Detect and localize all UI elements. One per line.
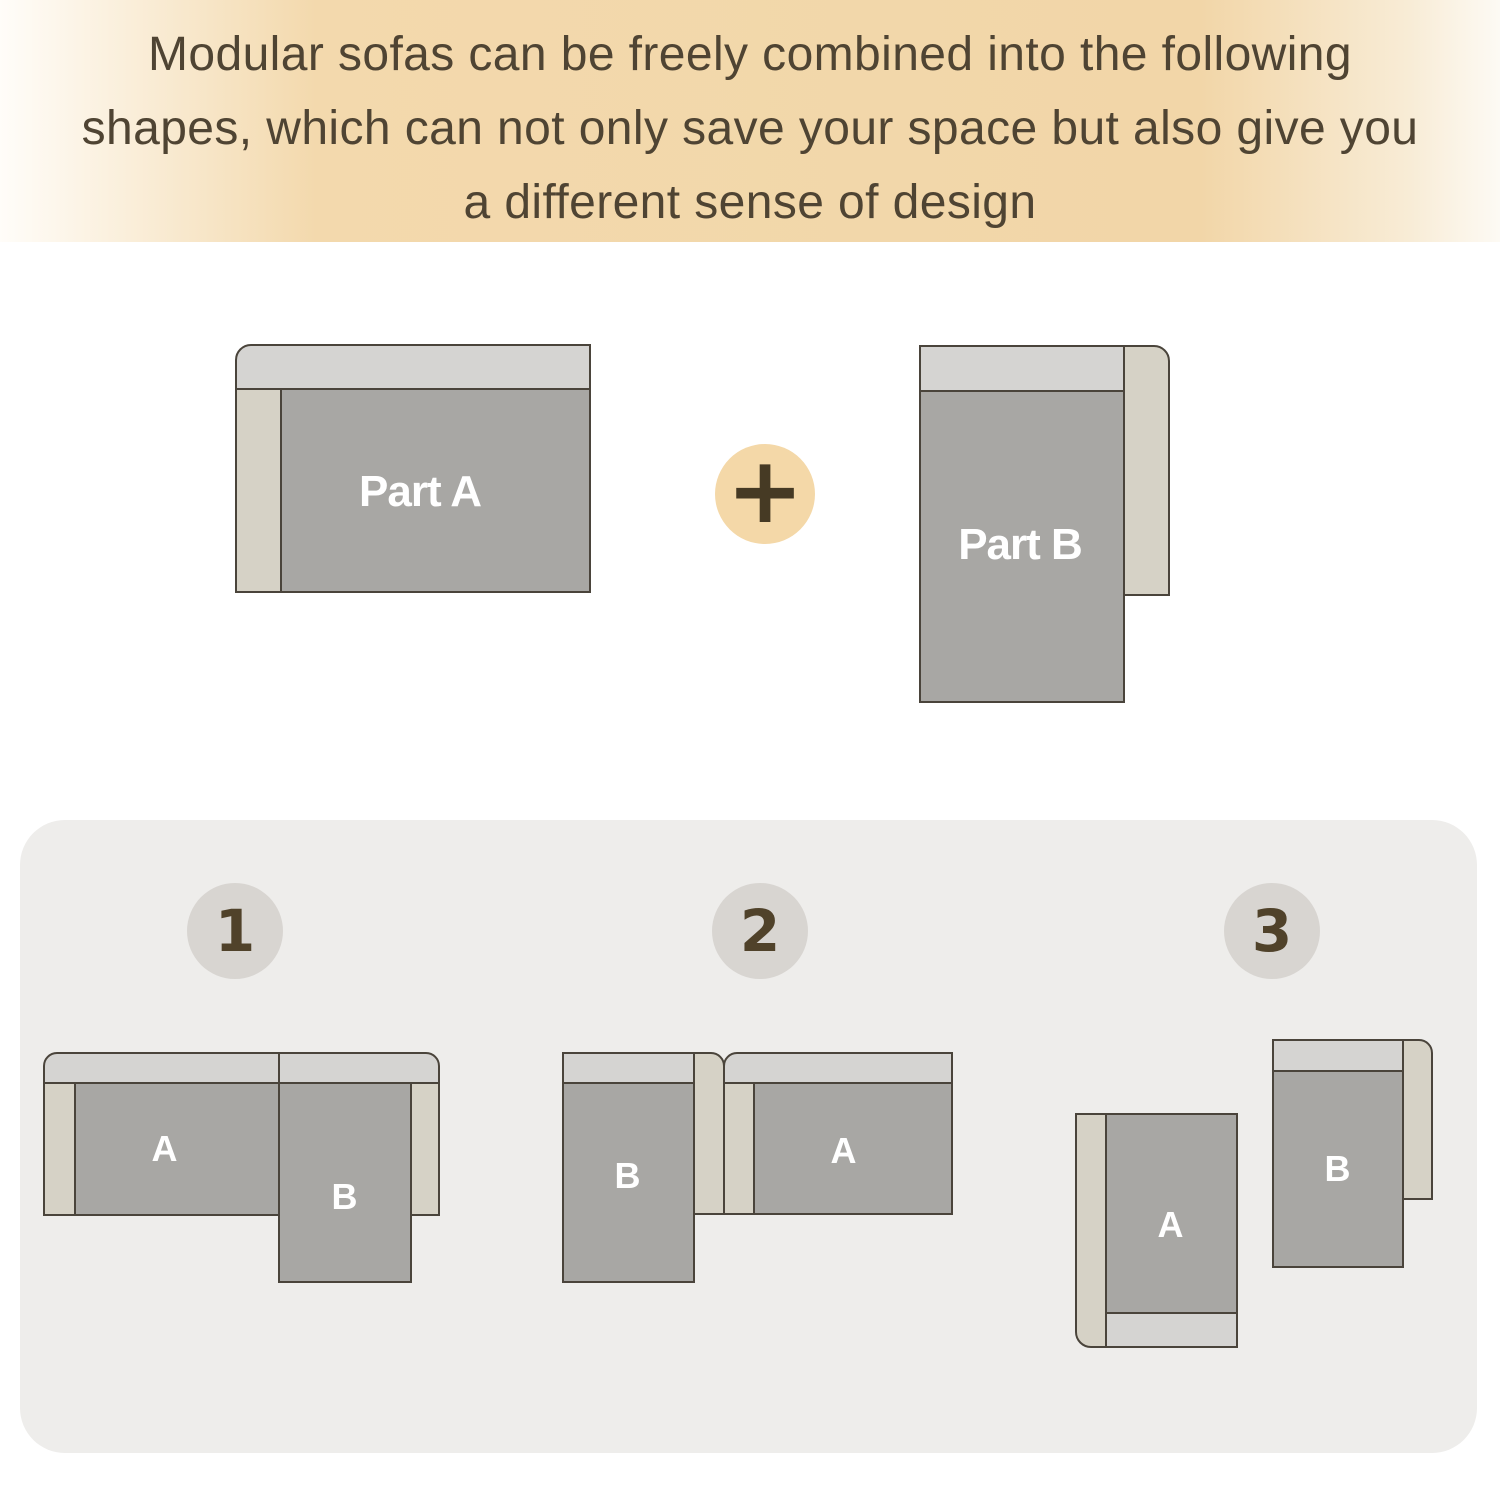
part-a-backrest <box>235 344 591 390</box>
part-b-armrest <box>1123 345 1170 596</box>
combo-2-label-a: A <box>830 1130 856 1171</box>
combo-2-number: 2 <box>739 897 781 965</box>
header-text-line-2: shapes, which can not only save your space but also give you <box>81 102 1419 155</box>
combo-3-armrest-b <box>1402 1039 1433 1200</box>
combo-3-label-a: A <box>1157 1204 1183 1245</box>
part-b-diagram <box>919 345 1170 703</box>
combo-3-badge <box>1224 883 1320 979</box>
combo-2-label-b: B <box>614 1155 640 1196</box>
combo-3-armrest-a <box>1075 1113 1107 1348</box>
combo-1-armrest-left <box>43 1082 76 1216</box>
combo-1-backrest-a <box>43 1052 280 1084</box>
combo-2-backrest-b <box>562 1052 695 1084</box>
combo-1-armrest-right <box>410 1082 440 1216</box>
combo-3-label-b: B <box>1324 1148 1350 1189</box>
part-a-label: Part A <box>359 467 481 516</box>
combo-1-backrest-b <box>278 1052 440 1084</box>
combo-2-armrest-a <box>723 1082 755 1215</box>
combo-3-number: 3 <box>1251 897 1293 965</box>
part-a-diagram <box>235 344 591 593</box>
part-b-label: Part B <box>958 520 1082 569</box>
header-text-line-1: Modular sofas can be freely combined into the following <box>148 28 1352 81</box>
combo-1-seat-a <box>74 1082 280 1216</box>
combo-2-diagram <box>562 1052 953 1283</box>
header-text-line-3: a different sense of design <box>463 176 1037 229</box>
combo-1-label-a: A <box>151 1128 177 1169</box>
combo-1-label-b: B <box>331 1176 357 1217</box>
header-banner <box>0 0 1500 242</box>
combo-1-number: 1 <box>214 897 256 965</box>
combo-1-diagram <box>43 1052 440 1283</box>
plus-glyph: + <box>726 436 804 544</box>
combo-2-badge <box>712 883 808 979</box>
plus-icon <box>715 436 815 544</box>
combo-3-diagram-a <box>1075 1113 1238 1348</box>
combo-2-armrest-b <box>693 1052 725 1215</box>
combo-3-diagram-b <box>1272 1039 1433 1268</box>
combo-3-backrest-b <box>1272 1039 1404 1072</box>
part-b-backrest <box>919 345 1125 392</box>
combo-1-badge <box>187 883 283 979</box>
part-a-armrest <box>235 388 282 593</box>
combo-2-backrest-a <box>723 1052 953 1084</box>
combo-3-backrest-a <box>1105 1312 1238 1348</box>
